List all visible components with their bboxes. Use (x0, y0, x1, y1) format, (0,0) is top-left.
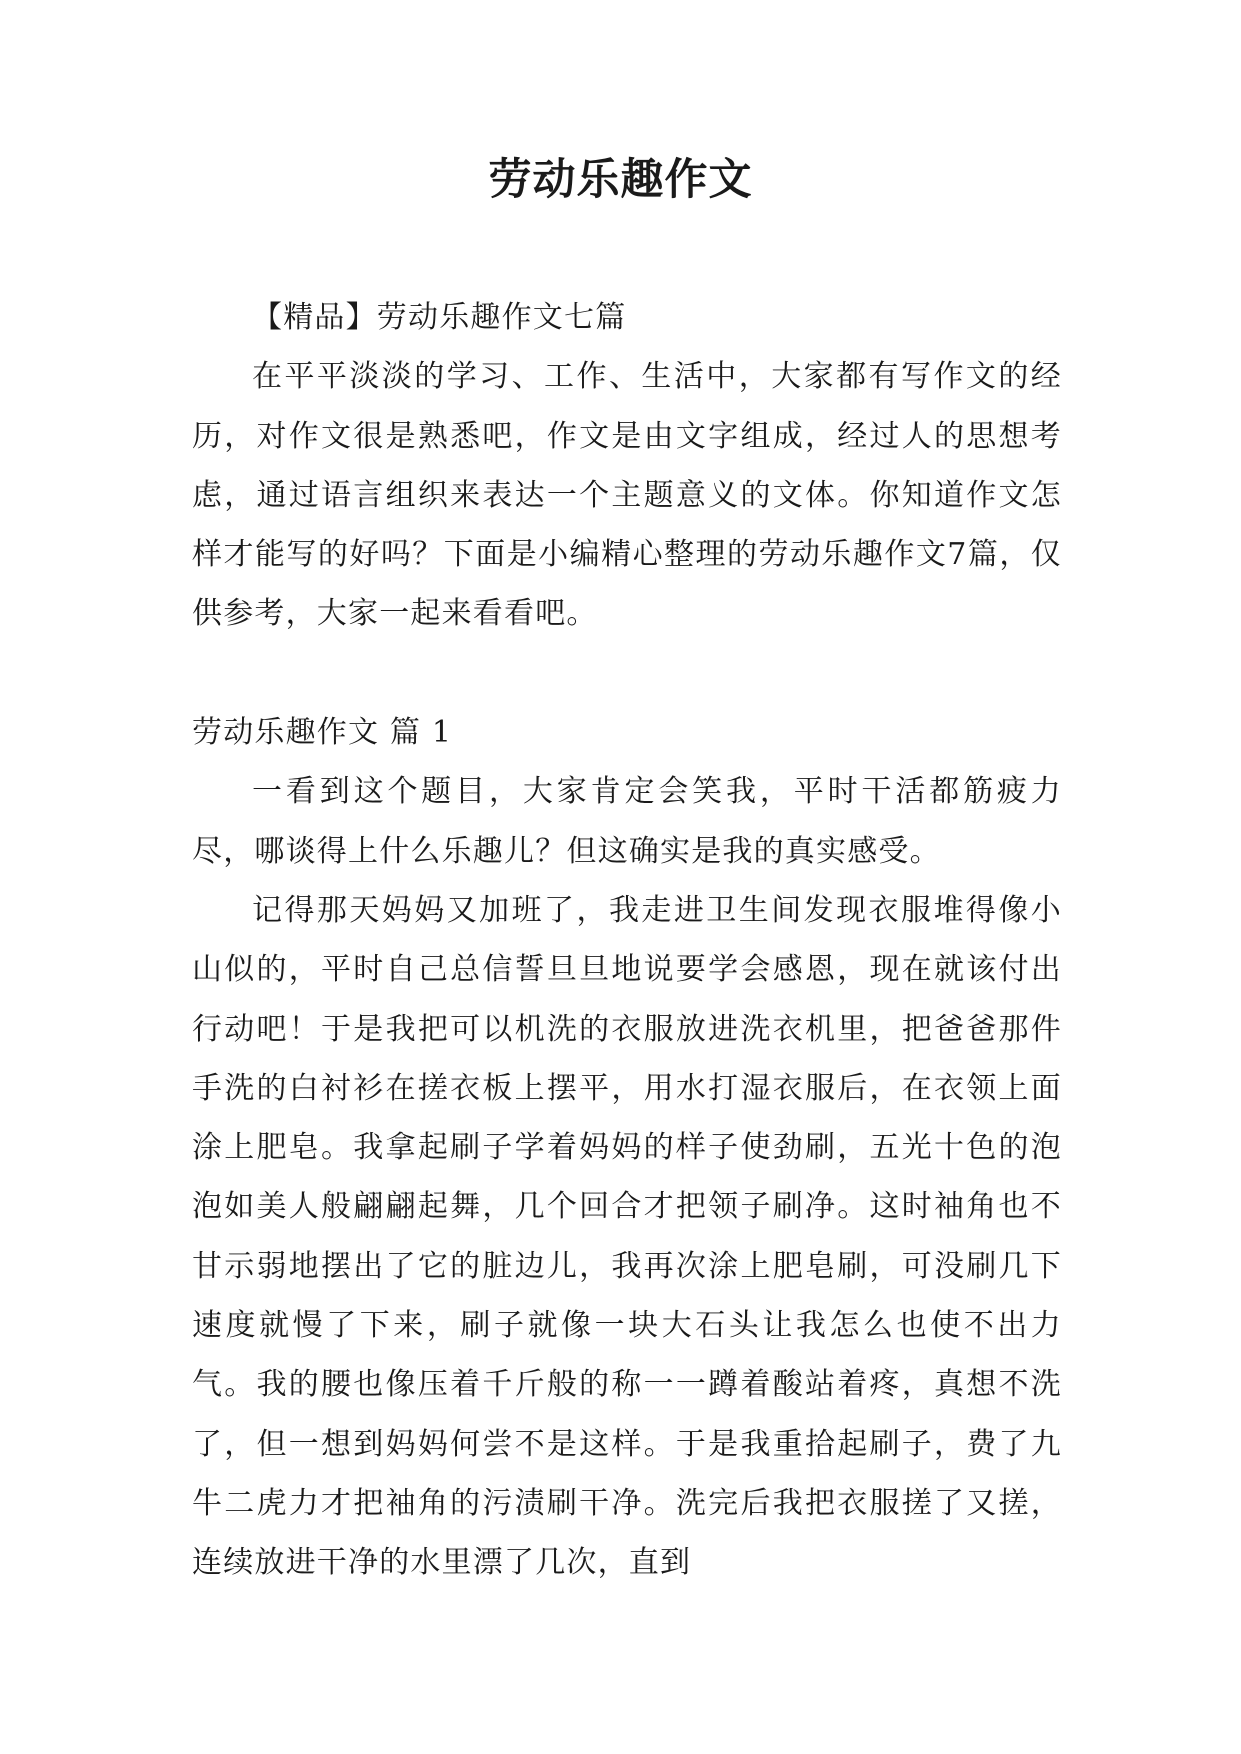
section-paragraph: 一看到这个题目，大家肯定会笑我，平时干活都筋疲力尽，哪谈得上什么乐趣儿？但这确实是我的真实感受。 (192, 774, 1062, 869)
document-body (192, 288, 1062, 1593)
section-paragraph: 记得那天妈妈又加班了，我走进卫生间发现衣服堆得像小山似的，平时自己总信誓旦旦地说要学会感恩，现在就该付出行动吧！于是我把可以机洗的衣服放进洗衣机里，把爸爸那件手洗的白衬衫在搓衣板上摆平，用水打湿衣服后，在衣领上面涂上肥皂。我拿起刷子学着妈妈的样子使劲刷，五光十色的泡泡如美人般翩翩起舞，几个回合才把领子刷净。这时袖角也不甘示弱地摆出了它的脏边儿，我再次涂上肥皂刷，可没刷几下速度就慢了下来，刷子就像一块大石头让我怎么也使不出力气。我的腰也像压着千斤般的称一一蹲着酸站着疼，真想不洗了，但一想到妈妈何尝不是这样。于是我重拾起刷子，费了九牛二虎力才把袖角的污渍刷干净。洗完后我把衣服搓了又搓，连续放进干净的水里漂了几次，直到 (192, 892, 1062, 1581)
document-title: 劳动乐趣作文 (488, 155, 753, 205)
intro-paragraph: 在平平淡淡的学习、工作、生活中，大家都有写作文的经历，对作文很是熟悉吧，作文是由文字组成，经过人的思想考虑，通过语言组织来表达一个主题意义的文体。你知道作文怎样才能写的好吗？下面是小编精心整理的劳动乐趣作文7篇，仅供参考，大家一起来看看吧。 (192, 359, 1062, 632)
section-heading: 劳动乐趣作文 篇 1 (192, 715, 453, 751)
document-subtitle: 【精品】劳动乐趣作文七篇 (252, 300, 627, 335)
